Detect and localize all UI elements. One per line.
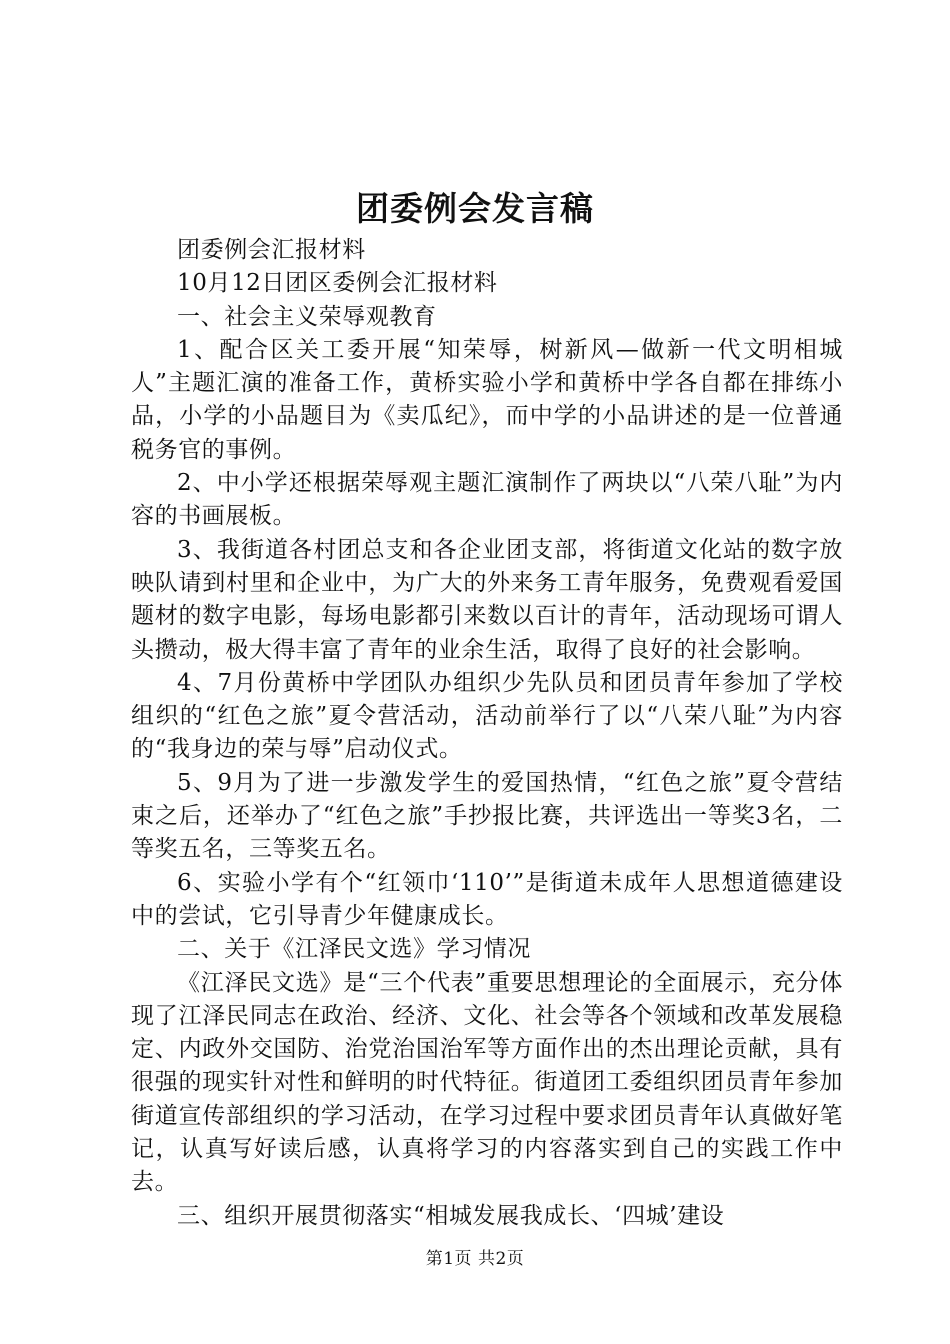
page-number: 第1页 共2页 xyxy=(425,1249,525,1269)
section-heading: 一、社会主义荣辱观教育 xyxy=(177,303,437,330)
paragraph: 10月12日团区委例会汇报材料 xyxy=(177,270,498,297)
section-heading: 三、组织开展贯彻落实“相城发展我成长、‘四城’建设 xyxy=(177,1202,725,1229)
paragraph: 团委例会汇报材料 xyxy=(177,237,366,263)
paragraph: 《江泽民文选》是“三个代表”重要思想理论的全面展示，充分体现了江泽民同志在政治、经济、文化、社会等各个领域和改革发展稳定、内政外交国防、治党治国治军等方面作出的杰出理论贡献，具有很强的现实针对性和鲜明的时代特征。街道团工委组织团员青年参加街道宣传部组织的学习活动，在学习过程中要求团员青年认真做好笔记，认真写好读后感，认真将学习的内容落实到自己的实践工作中去。 xyxy=(131,969,843,1196)
paragraph: 3、我街道各村团总支和各企业团支部，将街道文化站的数字放映队请到村里和企业中，为广大的外来务工青年服务，免费观看爱国题材的数字电影，每场电影都引来数以百计的青年，活动现场可谓人头攒动，极大得丰富了青年的业余生活，取得了良好的社会影响。 xyxy=(131,536,843,663)
paragraph: 1、配合区关工委开展“知荣辱，树新风—做新一代文明相城人”主题汇演的准备工作，黄桥实验小学和黄桥中学各自都在排练小品，小学的小品题目为《卖瓜纪》，而中学的小品讲述的是一位普通税务官的事例。 xyxy=(131,336,843,463)
document-title: 团委例会发言稿 xyxy=(356,189,594,228)
paragraph: 4、7月份黄桥中学团队办组织少先队员和团员青年参加了学校组织的“红色之旅”夏令营活动，活动前举行了以“八荣八耻”为内容的“我身边的荣与辱”启动仪式。 xyxy=(131,669,843,763)
document-body xyxy=(131,234,843,1233)
paragraph: 6、实验小学有个“红领巾‘110’”是街道未成年人思想道德建设中的尝试，它引导青少年健康成长。 xyxy=(131,869,843,929)
section-heading: 二、关于《江泽民文选》学习情况 xyxy=(177,936,531,963)
paragraph: 2、中小学还根据荣辱观主题汇演制作了两块以“八荣八耻”为内容的书画展板。 xyxy=(131,470,843,530)
paragraph: 5、9月为了进一步激发学生的爱国热情，“红色之旅”夏令营结束之后，还举办了“红色之旅”手抄报比赛，共评选出一等奖3名，二等奖五名，三等奖五名。 xyxy=(131,769,843,863)
